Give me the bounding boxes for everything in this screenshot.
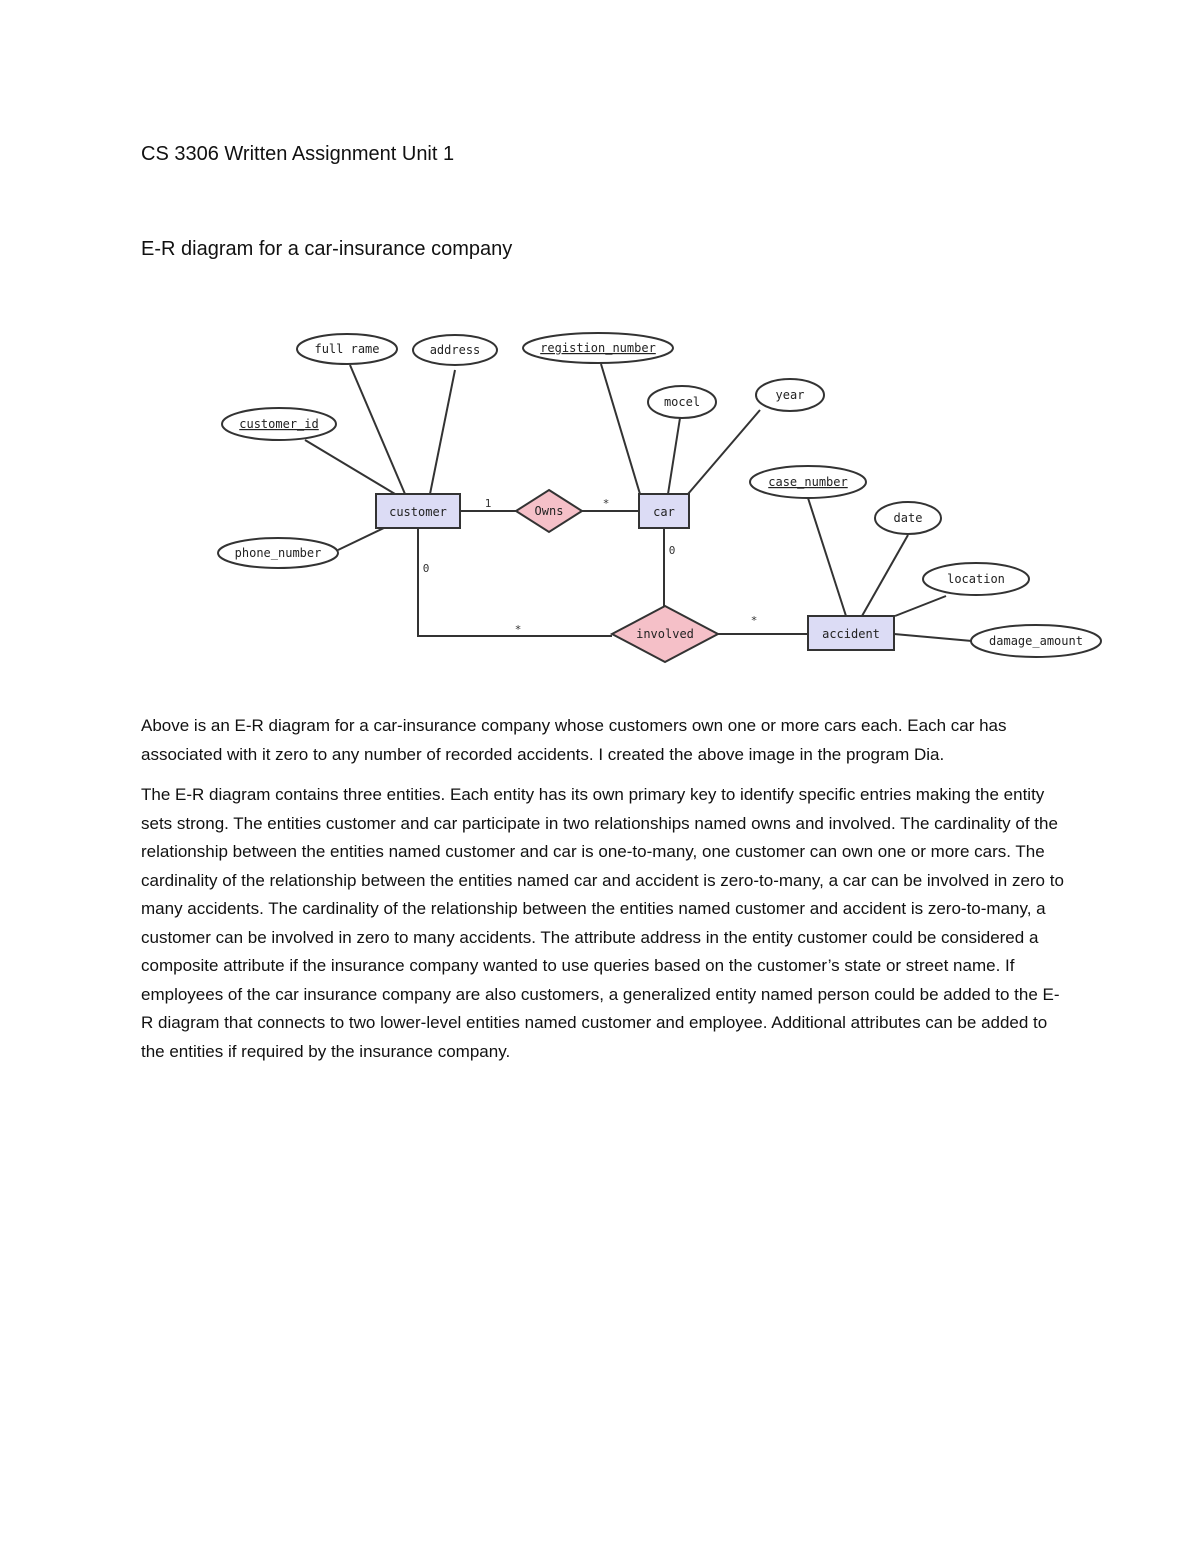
paragraph-explanation: The E-R diagram contains three entities. Each entity has its own primary key to identify specific entries making the entity sets strong. The entities customer and car participate in two relationships named owns and involved. The cardinality of the relationship between the entities named customer and car is one-to-many, one customer can own one or more cars. The cardinality of the relationship between the entities named car and accident is zero-to-many, a car can be involved in zero to many accidents. The cardinality of the relationship between the entities named customer and accident is zero-to-many, a customer can be involved in zero to many accidents. The attribute address in the entity customer could be considered a composite attribute if the insurance company wanted to use queries based on the customer’s state or street name. If employees of the car insurance company are also customers, a generalized entity named person could be added to the E-R diagram that connects to two lower-level entities named customer and employee. Additional attributes can be added to the entities if required by the insurance company. (141, 785, 1064, 1061)
attribute-year (756, 379, 824, 411)
attribute-case-number (750, 466, 866, 498)
attribute-location-label: location (947, 572, 1005, 586)
line-damage-accident (894, 634, 972, 641)
attribute-damage-amount-label: damage_amount (989, 634, 1083, 648)
attribute-date (875, 502, 941, 534)
entity-accident (808, 616, 894, 650)
line-address-customer (430, 370, 455, 494)
paragraph-intro: Above is an E-R diagram for a car-insurance company whose customers own one or more cars each. Each car has associated with it zero to any number of recorded accidents. I created the above image in the program Dia. (141, 716, 1007, 764)
line-casenumber-accident (808, 498, 846, 616)
attribute-full-name (297, 334, 397, 364)
entity-car-label: car (653, 505, 675, 519)
line-fullname-customer (350, 365, 405, 494)
attribute-customer-id-label: customer_id (239, 417, 319, 431)
attribute-registion-number (523, 333, 673, 363)
cardinality-customer-owns: 1 (484, 497, 492, 510)
entity-car (639, 494, 689, 528)
attribute-phone-number (218, 538, 338, 568)
attribute-case-number-label: case_number (768, 475, 848, 489)
document-subtitle: E-R diagram for a car-insurance company (141, 238, 513, 260)
line-customer-involved (418, 528, 612, 636)
relationship-involved (612, 606, 718, 662)
attribute-address-label: address (429, 343, 481, 357)
attribute-model-label: mocel (663, 395, 701, 409)
cardinality-involved-accident: * (750, 614, 758, 627)
cardinality-customer-involved-zero: 0 (422, 562, 430, 575)
attribute-damage-amount (971, 625, 1101, 657)
line-model-car (668, 418, 680, 494)
entity-customer-label: customer (389, 505, 447, 519)
attribute-phone-number-label: phone_number (234, 546, 322, 560)
relationship-involved-label: involved (636, 627, 694, 641)
relationship-owns-label: Owns (534, 504, 564, 518)
er-diagram (0, 0, 1200, 700)
line-phone-customer (338, 527, 386, 550)
entity-accident-label: accident (822, 627, 880, 641)
entity-customer (376, 494, 460, 528)
attribute-full-name-label: full rame (314, 342, 380, 356)
document-title: CS 3306 Written Assignment Unit 1 (141, 143, 455, 165)
attribute-customer-id (222, 408, 336, 440)
line-location-accident (895, 596, 946, 616)
cardinality-customer-involved-many: * (514, 623, 522, 636)
relationship-owns (516, 490, 582, 532)
attribute-location (923, 563, 1029, 595)
line-date-accident (862, 535, 908, 616)
attribute-model (648, 386, 716, 418)
cardinality-owns-car: * (602, 497, 610, 510)
line-customerid-customer (305, 440, 395, 494)
attribute-year-label: year (775, 388, 805, 402)
body-text (141, 712, 1066, 1078)
attribute-registion-number-label: registion_number (540, 341, 656, 355)
cardinality-car-involved: 0 (668, 544, 676, 557)
attribute-address (413, 335, 497, 365)
line-registion-car (601, 364, 640, 494)
attribute-date-label: date (893, 511, 923, 525)
